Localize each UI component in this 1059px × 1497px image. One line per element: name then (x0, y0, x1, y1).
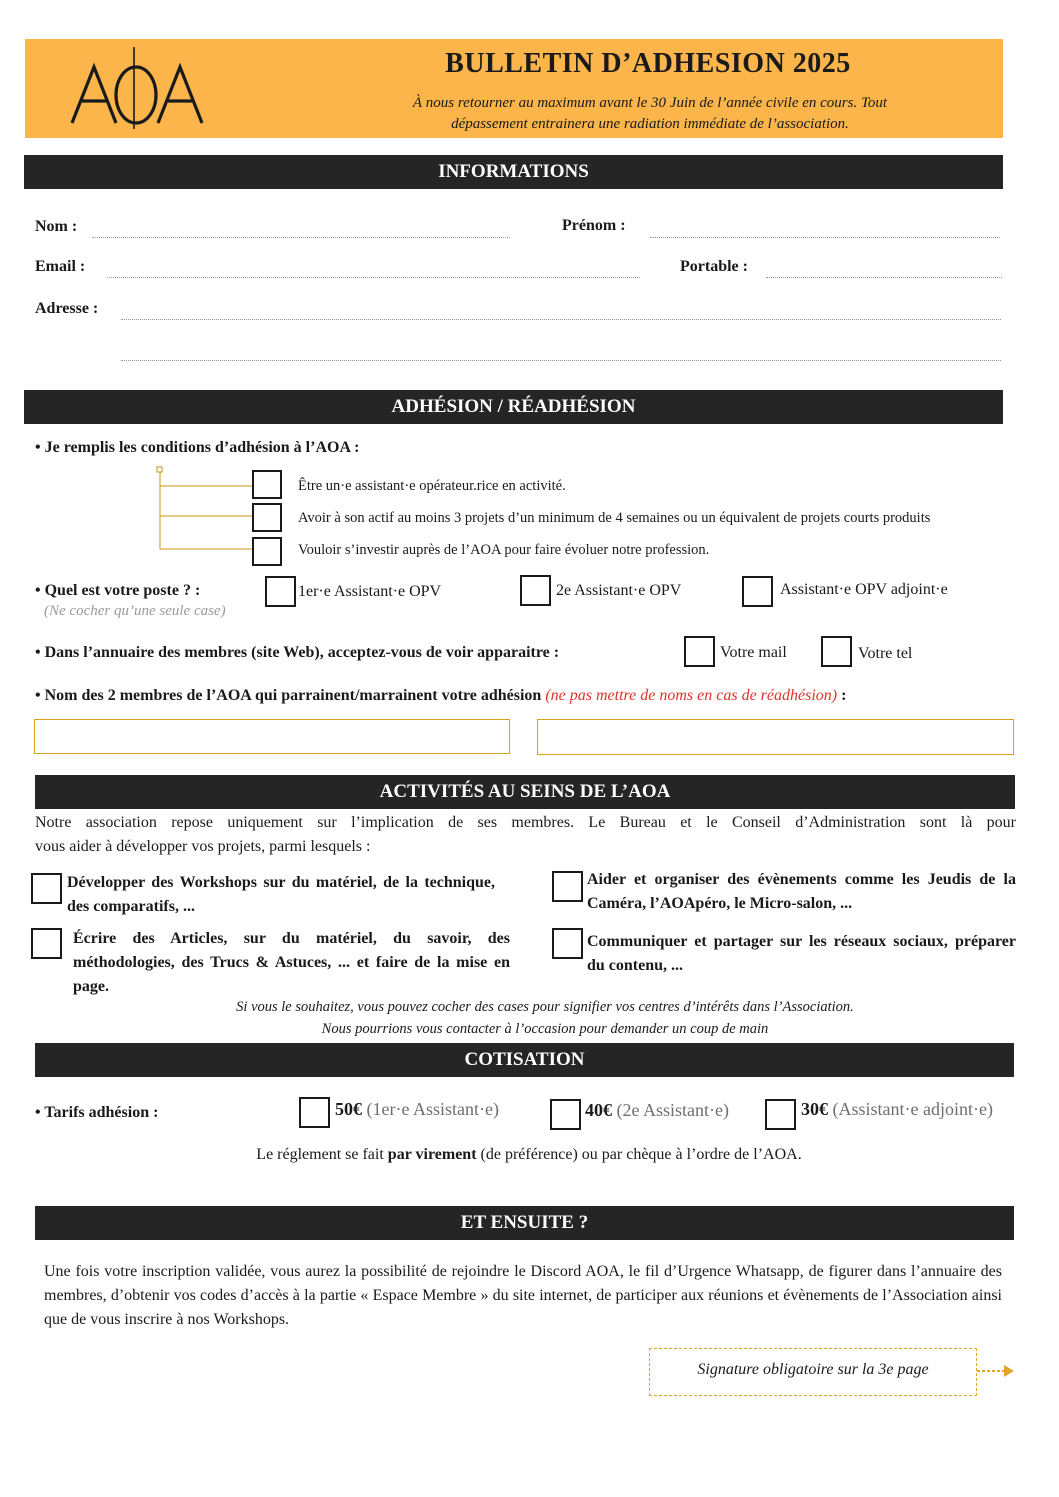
condition-2-checkbox[interactable] (252, 503, 282, 532)
email-label: Email : (35, 258, 86, 275)
reglement-pre: Le réglement se fait (256, 1146, 388, 1163)
poste-2-label: 2e Assistant·e OPV (556, 582, 682, 599)
tarif-30-label (801, 1099, 993, 1120)
section-header-activites: ACTIVITÉS AU SEINS DE L’AOA (35, 775, 1015, 809)
condition-1-checkbox[interactable] (252, 470, 282, 499)
tarif-50-desc: (1er·e Assistant·e) (366, 1099, 499, 1119)
tarif-40-price: 40€ (585, 1100, 612, 1120)
adresse-field-line1[interactable] (121, 319, 1001, 320)
section-header-adhesion: ADHÉSION / RÉADHÉSION (24, 390, 1003, 424)
tarif-40-desc: (2e Assistant·e) (616, 1100, 729, 1120)
condition-3-text: Vouloir s’investir auprès de l’AOA pour faire évoluer notre profession. (298, 542, 710, 558)
activites-intro-line1: Notre association repose uniquement sur l’implication de ses membres. Le Bureau et le Conseil d’Administration sont là pour (35, 814, 1016, 831)
conditions-bracket (156, 466, 256, 556)
aoa-logo (68, 45, 208, 129)
poste-3-checkbox[interactable] (742, 576, 773, 607)
reglement-bold: par virement (387, 1146, 477, 1163)
reglement-post: (de préférence) ou par chèque à l’ordre de l’AOA. (476, 1146, 802, 1163)
activites-footnote-line2: Nous pourrions vous contacter à l’occasion pour demander un coup de main (321, 1021, 769, 1037)
ensuite-text: Une fois votre inscription validée, vous aurez la possibilité de rejoindre le Discord AOA, le fil d’Urgence Whatsapp, de figurer dans l’annuaire des membres, d’obtenir vos codes d’accès à la partie « Espace Membre » du site internet, de participer aux réunions et évènements de l’Association ainsi que de vous inscrire à nos Workshops. (44, 1263, 1002, 1328)
activite-evenements-text: Aider et organiser des évènements comme les Jeudis de la Caméra, l’AOApéro, le Micro-salon, ... (587, 871, 1016, 912)
tarif-50-label (335, 1099, 499, 1120)
section-header-ensuite: ET ENSUITE ? (35, 1206, 1014, 1240)
annuaire-mail-label: Votre mail (720, 644, 787, 661)
annuaire-label: • Dans l’annuaire des membres (site Web), acceptez-vous de voir apparaitre : (35, 644, 560, 661)
arrow-right-icon (977, 1362, 1017, 1380)
form-subtitle-line2: dépassement entrainera une radiation immédiate de l’association. (451, 116, 849, 132)
poste-2-checkbox[interactable] (520, 575, 551, 606)
prenom-label: Prénom : (562, 217, 626, 234)
poste-1-checkbox[interactable] (265, 576, 296, 607)
parrain-note: (ne pas mettre de noms en cas de réadhésion) (545, 687, 838, 704)
poste-3-label: Assistant·e OPV adjoint·e (780, 581, 948, 598)
condition-3-checkbox[interactable] (252, 537, 282, 566)
activite-articles-checkbox[interactable] (31, 928, 62, 959)
nom-field[interactable] (92, 237, 510, 238)
tarif-50-checkbox[interactable] (299, 1097, 330, 1128)
activite-articles-text: Écrire des Articles, sur du matériel, du savoir, des méthodologies, des Trucs & Astuces, ... et faire de la mise en page. (73, 930, 510, 995)
activite-reseaux-checkbox[interactable] (552, 928, 583, 959)
activite-workshops-text: Développer des Workshops sur du matériel, de la technique, des comparatifs, ... (67, 874, 495, 915)
email-field[interactable] (107, 277, 640, 278)
parrain-2-input[interactable] (537, 719, 1014, 755)
section-header-informations: INFORMATIONS (24, 155, 1003, 189)
condition-1-text: Être un·e assistant·e opérateur.rice en activité. (298, 478, 566, 494)
form-subtitle-line1: À nous retourner au maximum avant le 30 Juin de l’année civile en cours. Tout (412, 95, 888, 111)
prenom-field[interactable] (650, 237, 1000, 238)
adresse-label: Adresse : (35, 300, 99, 317)
parrain-colon: : (837, 687, 847, 704)
conditions-label: • Je remplis les conditions d’adhésion à l’AOA : (35, 439, 360, 456)
tarif-30-checkbox[interactable] (765, 1099, 796, 1130)
activites-intro-line2: vous aider à développer vos projets, parmi lesquels : (35, 838, 371, 855)
annuaire-tel-label: Votre tel (858, 645, 913, 662)
tarif-30-desc: (Assistant·e adjoint·e) (832, 1099, 993, 1119)
tarif-30-price: 30€ (801, 1099, 828, 1119)
portable-field[interactable] (766, 277, 1002, 278)
tarifs-label: • Tarifs adhésion : (35, 1104, 159, 1121)
nom-label: Nom : (35, 218, 78, 235)
form-title: BULLETIN D’ADHESION 2025 (445, 48, 851, 79)
parrain-label-line (35, 687, 846, 705)
tarif-50-price: 50€ (335, 1099, 362, 1119)
poste-note: (Ne cocher qu’une seule case) (44, 603, 226, 619)
annuaire-tel-checkbox[interactable] (821, 636, 852, 667)
tarif-40-checkbox[interactable] (550, 1099, 581, 1130)
section-header-cotisation: COTISATION (35, 1043, 1014, 1077)
activite-evenements-checkbox[interactable] (552, 871, 583, 902)
activites-footnote-line1: Si vous le souhaitez, vous pouvez cocher des cases pour signifier vos centres d’intérêts dans l’Association. (236, 999, 854, 1015)
activite-reseaux-text: Communiquer et partager sur les réseaux sociaux, préparer du contenu, ... (587, 933, 1016, 974)
tarif-40-label (585, 1100, 729, 1121)
parrain-1-input[interactable] (34, 719, 510, 754)
reglement-text (150, 1146, 908, 1164)
adresse-field-line2[interactable] (121, 360, 1001, 361)
condition-2-text: Avoir à son actif au moins 3 projets d’un minimum de 4 semaines ou un équivalent de projets courts produits (298, 510, 931, 526)
signature-note: Signature obligatoire sur la 3e page (697, 1361, 929, 1378)
portable-label: Portable : (680, 258, 748, 275)
annuaire-mail-checkbox[interactable] (684, 636, 715, 667)
poste-1-label: 1er·e Assistant·e OPV (298, 583, 442, 600)
parrain-label: • Nom des 2 membres de l’AOA qui parrainent/marrainent votre adhésion (35, 687, 542, 704)
poste-label: • Quel est votre poste ? : (35, 582, 201, 599)
activite-workshops-checkbox[interactable] (31, 873, 62, 904)
